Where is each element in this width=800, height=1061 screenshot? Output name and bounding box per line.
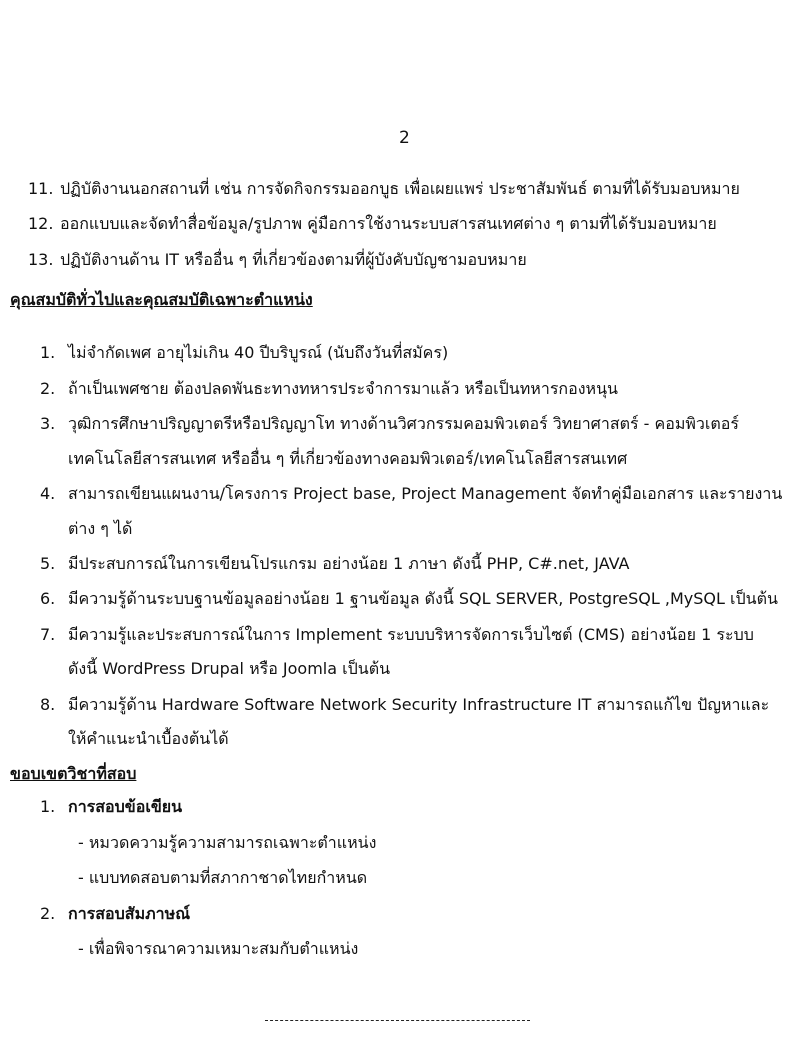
- duty-number: 13.: [28, 250, 54, 269]
- duty-text: ปฏิบัติงานด้าน IT หรืออื่น ๆ ที่เกี่ยวข้องตามที่ผู้บังคับบัญชามอบหมาย: [60, 250, 527, 269]
- end-separator: [265, 1020, 530, 1021]
- qual-number: 5.: [40, 554, 56, 573]
- qual-text: วุฒิการศึกษาปริญญาตรีหรือปริญญาโท ทางด้านวิศวกรรมคอมพิวเตอร์ วิทยาศาสตร์ - คอมพิวเตอร์: [68, 414, 739, 433]
- qual-text-cont: ต่าง ๆ ได้: [68, 519, 133, 538]
- exam-section-title: การสอบสัมภาษณ์: [68, 904, 191, 923]
- exam-sub-item: - หมวดความรู้ความสามารถเฉพาะตำแหน่ง: [78, 833, 377, 852]
- exam-sub-item: - แบบทดสอบตามที่สภากาชาดไทยกำหนด: [78, 868, 368, 887]
- page-number: 2: [399, 128, 410, 148]
- qual-text: มีความรู้ด้าน Hardware Software Network Security Infrastructure IT สามารถแก้ไข ปัญหาและ: [68, 695, 770, 714]
- qual-number: 3.: [40, 414, 56, 433]
- qual-number: 2.: [40, 379, 56, 398]
- exam-section-number: 2.: [40, 904, 56, 923]
- exam-section-number: 1.: [40, 797, 56, 816]
- qualifications-heading: คุณสมบัติทั่วไปและคุณสมบัติเฉพาะตำแหน่ง: [10, 290, 313, 309]
- qual-number: 1.: [40, 343, 56, 362]
- qual-number: 6.: [40, 589, 56, 608]
- qual-text-cont: ดังนี้ WordPress Drupal หรือ Joomla เป็นต้น: [68, 659, 391, 678]
- qual-text: ถ้าเป็นเพศชาย ต้องปลดพันธะทางทหารประจำการมาแล้ว หรือเป็นทหารกองหนุน: [68, 379, 618, 398]
- qual-number: 4.: [40, 484, 56, 503]
- qual-text: มีประสบการณ์ในการเขียนโปรแกรม อย่างน้อย 1 ภาษา ดังนี้ PHP, C#.net, JAVA: [68, 554, 630, 573]
- qual-text: มีความรู้และประสบการณ์ในการ Implement ระบบบริหารจัดการเว็บไซต์ (CMS) อย่างน้อย 1 ระบบ: [68, 625, 754, 644]
- qual-text: มีความรู้ด้านระบบฐานข้อมูลอย่างน้อย 1 ฐานข้อมูล ดังนี้ SQL SERVER, PostgreSQL ,MySQL เป็นต้น: [68, 589, 778, 608]
- duty-number: 12.: [28, 214, 54, 233]
- exam-section-title: การสอบข้อเขียน: [68, 797, 183, 816]
- qual-text: ไม่จำกัดเพศ อายุไม่เกิน 40 ปีบริบูรณ์ (นับถึงวันที่สมัคร): [68, 343, 449, 362]
- duty-text: ออกแบบและจัดทำสื่อข้อมูล/รูปภาพ คู่มือการใช้งานระบบสารสนเทศต่าง ๆ ตามที่ได้รับมอบหมาย: [60, 214, 717, 233]
- duty-text: ปฏิบัติงานนอกสถานที่ เช่น การจัดกิจกรรมออกบูธ เพื่อเผยแพร่ ประชาสัมพันธ์ ตามที่ได้รับมอบหมาย: [60, 179, 740, 198]
- qual-number: 8.: [40, 695, 56, 714]
- qual-text-cont: เทคโนโลยีสารสนเทศ หรืออื่น ๆ ที่เกี่ยวข้องทางคอมพิวเตอร์/เทคโนโลยีสารสนเทศ: [68, 449, 628, 468]
- qual-number: 7.: [40, 625, 56, 644]
- exam-sub-item: - เพื่อพิจารณาความเหมาะสมกับตำแหน่ง: [78, 939, 359, 958]
- duty-number: 11.: [28, 179, 54, 198]
- exam-scope-heading: ขอบเขตวิชาที่สอบ: [10, 764, 137, 783]
- qual-text-cont: ให้คำแนะนำเบื้องต้นได้: [68, 729, 229, 748]
- qual-text: สามารถเขียนแผนงาน/โครงการ Project base, Project Management จัดทำคู่มือเอกสาร และรายงาน: [68, 484, 783, 503]
